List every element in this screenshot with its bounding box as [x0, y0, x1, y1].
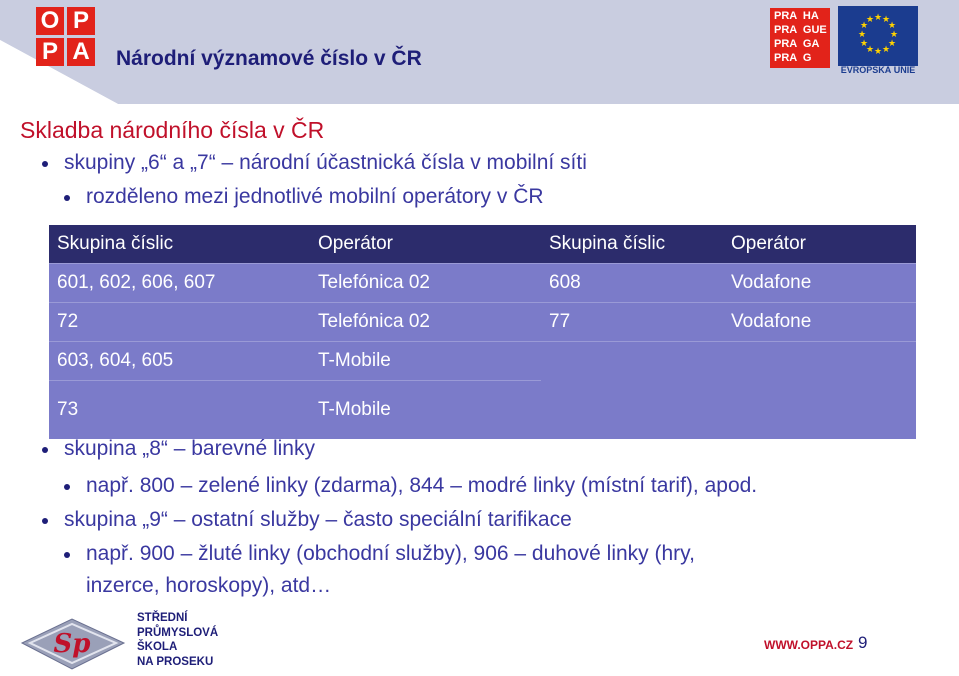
svg-text:★: ★: [857, 30, 867, 40]
footer-school-line: NA PROSEKU: [137, 655, 214, 668]
bullet-item: [64, 437, 315, 461]
table-row: [49, 303, 916, 342]
bullet-dot-icon: [64, 195, 70, 201]
sps-logo-icon: [12, 615, 130, 671]
bullet-text: inzerce, horoskopy), atd…: [86, 574, 332, 597]
operator-table: [49, 225, 916, 439]
table-cell: 73: [49, 381, 310, 440]
table-header-cell: Operátor: [310, 225, 541, 264]
eu-label: EVROPSKÁ UNIE: [840, 65, 916, 75]
table-header-cell: Operátor: [723, 225, 916, 264]
praha-logo-line: PRA GUE: [774, 24, 827, 36]
table-row: [49, 264, 916, 303]
table-cell: 608: [541, 264, 723, 303]
svg-text:★: ★: [887, 39, 897, 49]
bullet-dot-icon: [64, 552, 70, 558]
bullet-dot-icon: [64, 484, 70, 490]
bullet-text: skupiny „6“ a „7“ – národní účastnická čísla v mobilní síti: [64, 151, 587, 174]
bullet-item: [86, 542, 695, 566]
svg-text:★: ★: [873, 13, 883, 23]
svg-text:★: ★: [881, 45, 891, 55]
table-header-cell: Skupina číslic: [49, 225, 310, 264]
table-empty-cell: [541, 342, 916, 440]
svg-text:★: ★: [865, 15, 875, 25]
slide-title: Národní významové číslo v ČR: [116, 47, 422, 70]
table-cell: 603, 604, 605: [49, 342, 310, 381]
oppa-logo-letter: O: [36, 7, 64, 35]
svg-text:Sp: Sp: [53, 629, 91, 659]
bullet-text: skupina „8“ – barevné linky: [64, 437, 315, 460]
bullet-item: [64, 508, 572, 532]
footer-school-line: PRŮMYSLOVÁ: [137, 626, 219, 639]
section-title: Skladba národního čísla v ČR: [20, 117, 325, 143]
bullet-item: [64, 151, 587, 175]
praha-logo-line: PRA G: [774, 52, 812, 64]
svg-text:★: ★: [859, 39, 869, 49]
praha-logo: [770, 8, 830, 68]
footer-school-line: ŠKOLA: [137, 641, 178, 653]
oppa-logo-letter: A: [67, 38, 95, 66]
table-row: [49, 342, 916, 381]
praha-logo-line: PRA GA: [774, 38, 820, 50]
bullet-text: skupina „9“ – ostatní služby – často speciální tarifikace: [64, 508, 572, 531]
bullet-item: [86, 474, 757, 498]
table-cell: Vodafone: [723, 264, 916, 303]
bullet-text: např. 900 – žluté linky (obchodní služby), 906 – duhové linky (hry,: [86, 542, 695, 565]
footer-school-line: STŘEDNÍ: [137, 612, 188, 624]
table-cell: T-Mobile: [310, 381, 541, 440]
table-header-cell: Skupina číslic: [541, 225, 723, 264]
table-cell: Vodafone: [723, 303, 916, 342]
eu-flag-icon: [838, 6, 918, 66]
footer-school-name: [137, 611, 218, 669]
bullet-item: [86, 185, 544, 209]
svg-text:★: ★: [889, 30, 899, 40]
eu-stars-icon: [839, 7, 917, 65]
table-cell: 77: [541, 303, 723, 342]
oppa-logo: [36, 7, 98, 69]
svg-text:★: ★: [887, 21, 897, 31]
bullet-text: rozděleno mezi jednotlivé mobilní operátory v ČR: [86, 185, 544, 208]
bullet-continuation: [86, 574, 331, 598]
svg-text:★: ★: [859, 21, 869, 31]
table-cell: Telefónica 02: [310, 303, 541, 342]
oppa-logo-letter: P: [67, 7, 95, 35]
bullet-dot-icon: [42, 518, 48, 524]
table-header-row: [49, 225, 916, 264]
table-cell: 601, 602, 606, 607: [49, 264, 310, 303]
bullet-dot-icon: [42, 161, 48, 167]
praha-logo-line: PRA HA: [774, 10, 819, 22]
table-cell: T-Mobile: [310, 342, 541, 381]
svg-text:★: ★: [873, 47, 883, 57]
table-cell: Telefónica 02: [310, 264, 541, 303]
oppa-logo-letter: P: [36, 38, 64, 66]
page-number: 9: [858, 633, 868, 652]
svg-text:★: ★: [881, 15, 891, 25]
bullet-text: např. 800 – zelené linky (zdarma), 844 – modré linky (místní tarif), apod.: [86, 474, 758, 497]
svg-text:★: ★: [865, 45, 875, 55]
footer-url-link[interactable]: WWW.OPPA.CZ: [764, 638, 854, 652]
table-cell: 72: [49, 303, 310, 342]
bullet-dot-icon: [42, 447, 48, 453]
